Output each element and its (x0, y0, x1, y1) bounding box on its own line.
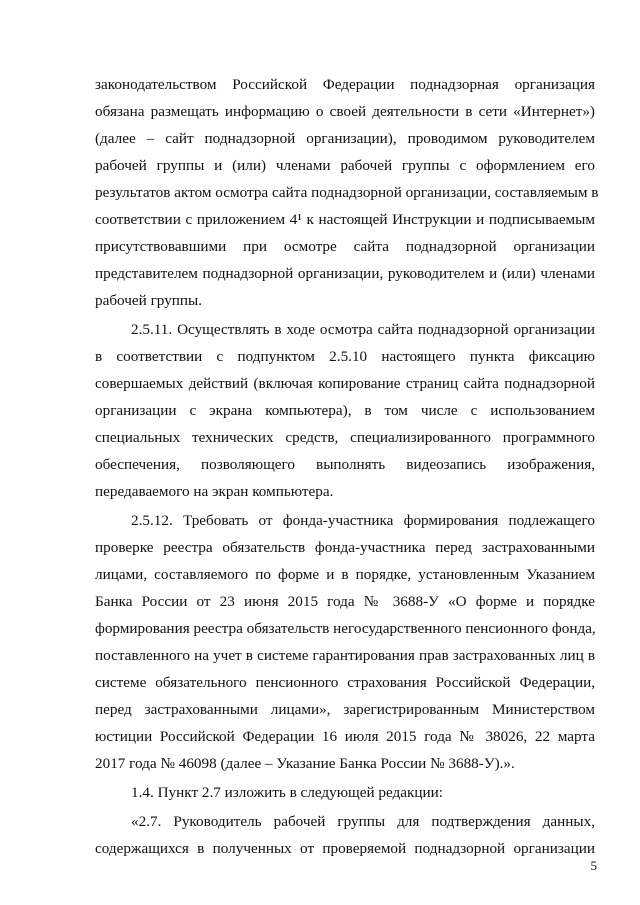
text-line: содержащихся в полученных от проверяемой поднадзорной организации (95, 840, 595, 857)
text-line: обязана размещать информацию о своей деятельности в сети «Интернет») (95, 103, 595, 120)
text-line: 2017 года № 46098 (далее – Указание Банка России № 3688-У).». (95, 755, 515, 772)
text-line: юстиции Российской Федерации 16 июля 2015 года № 38026, 22 марта (95, 728, 595, 745)
text-line: лицами, составляемого по форме и в порядке, установленным Указанием (95, 566, 595, 583)
text-line: результатов актом осмотра сайта поднадзорной организации, составляемым в (95, 184, 599, 201)
paragraph-first-line: 1.4. Пункт 2.7 изложить в следующей редакции: (131, 784, 444, 801)
text-line: в соответствии с подпунктом 2.5.10 настоящего пункта фиксацию (95, 348, 595, 365)
text-line: рабочей группы и (или) членами рабочей группы с оформлением его (95, 157, 595, 174)
page-number: 5 (590, 858, 597, 873)
text-line: Банка России от 23 июня 2015 года № 3688-У «О форме и порядке (95, 593, 595, 610)
text-line: обеспечения, позволяющего выполнять видеозапись изображения, (95, 456, 595, 473)
text-line: присутствовавшими при осмотре сайта поднадзорной организации (95, 238, 595, 255)
text-line: организации с экрана компьютера), в том числе с использованием (95, 402, 595, 419)
text-line: представителем поднадзорной организации, руководителем и (или) членами (95, 265, 595, 282)
paragraph-first-line: 2.5.12. Требовать от фонда-участника формирования подлежащего (131, 512, 595, 529)
text-line: рабочей группы. (95, 292, 203, 309)
text-line: соответствии с приложением 4¹ к настоящей Инструкции и подписываемым (95, 211, 595, 228)
text-line: системе обязательного пенсионного страхования Российской Федерации, (95, 674, 595, 691)
text-line: формирования реестра обязательств негосударственного пенсионного фонда, (95, 620, 596, 637)
text-line: поставленного на учет в системе гарантирования прав застрахованных лиц в (95, 647, 595, 664)
paragraph-first-line: 2.5.11. Осуществлять в ходе осмотра сайта поднадзорной организации (131, 321, 595, 338)
text-line: (далее – сайт поднадзорной организации), проводимом руководителем (95, 130, 595, 147)
text-line: передаваемого на экран компьютера. (95, 483, 334, 500)
text-line: законодательством Российской Федерации поднадзорная организация (95, 76, 595, 93)
text-line: специальных технических средств, специализированного программного (95, 429, 595, 446)
text-line: совершаемых действий (включая копирование страниц сайта поднадзорной (95, 375, 595, 392)
paragraph-first-line: «2.7. Руководитель рабочей группы для подтверждения данных, (131, 813, 595, 830)
text-line: перед застрахованными лицами», зарегистрированным Министерством (95, 701, 595, 718)
text-line: проверке реестра обязательств фонда-участника перед застрахованными (95, 539, 595, 556)
